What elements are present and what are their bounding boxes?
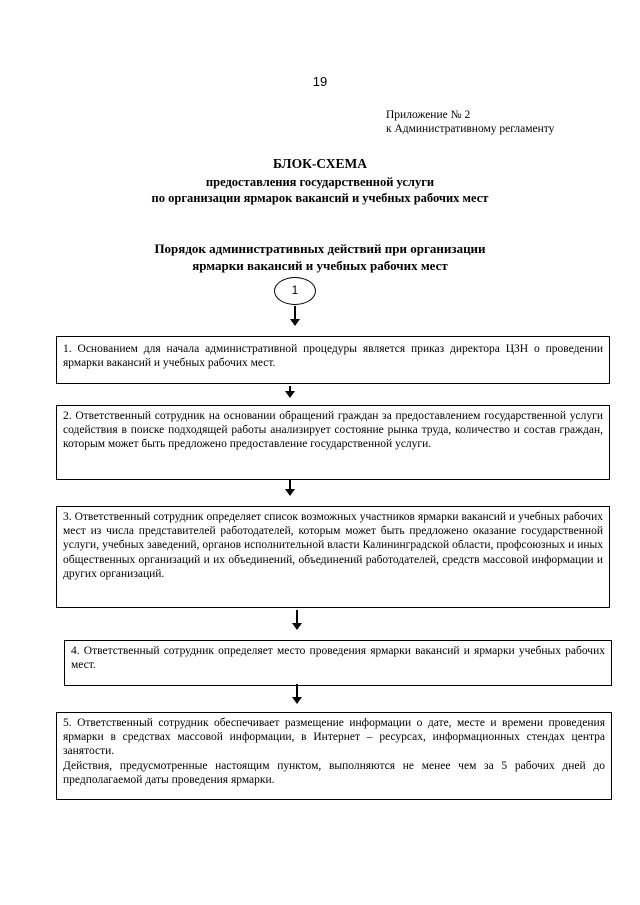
procedure-order-title [0, 240, 640, 274]
flowchart-step-5 [56, 712, 612, 800]
flow-arrow [285, 386, 295, 398]
flowchart-step-1 [56, 336, 610, 384]
flow-arrow [292, 684, 302, 704]
step-1-text: 1. Основанием для начала административной процедуры является приказ директора ЦЗН о проведении ярмарки вакансий и учебных рабочих мест. [63, 343, 603, 370]
step-2-text: 2. Ответственный сотрудник на основании обращений граждан за предоставлением государственной услуги содействия в поиске подходящей работы анализирует состояние рынка труда, количество и состав граждан, которым может быть предложено предоставление государственной услуги. [63, 410, 603, 451]
flow-arrow [290, 306, 300, 326]
step-4-text: 4. Ответственный сотрудник определяет место проведения ярмарки вакансий и ярмарки учебных рабочих мест. [71, 645, 605, 672]
appendix-note [386, 108, 554, 136]
step-5-text: 5. Ответственный сотрудник обеспечивает размещение информации о дате, месте и времени проведения ярмарки в средствах массовой информации, в Интернет – ресурсах, информационных стендах центра занятости. [63, 717, 605, 758]
flowchart-start-node: 1 [274, 277, 316, 305]
procedure-order-title-line-1: Порядок административных действий при организации [154, 241, 486, 256]
document-subtitle-2: по организации ярмарок вакансий и учебных рабочих мест [151, 191, 489, 205]
flowchart-step-4 [64, 640, 612, 686]
step-5-note: Действия, предусмотренные настоящим пунктом, выполняются не менее чем за 5 рабочих дней до предполагаемой даты проведения ярмарки. [63, 759, 605, 786]
document-subtitle-1: предоставления государственной услуги [205, 175, 435, 189]
page-number: 19 [312, 74, 328, 89]
flow-arrow [292, 610, 302, 630]
flow-arrow [285, 480, 295, 496]
appendix-line-1: Приложение № 2 [386, 109, 471, 121]
document-title: БЛОК-СХЕМА [272, 156, 368, 171]
procedure-order-title-line-2: ярмарки вакансий и учебных рабочих мест [192, 258, 448, 273]
appendix-line-2: к Административному регламенту [386, 123, 555, 135]
step-3-text: 3. Ответственный сотрудник определяет список возможных участников ярмарки вакансий и учебных рабочих мест из числа представителей работодателей, которым может быть предложено оказание государственной услуги, учебных заведений, органов исполнительной власти Калининградской области, профсоюзных и иных общественных организаций и их объединений, объединений работодателей, средств массовой информации и других организаций. [63, 511, 603, 580]
flowchart-step-3 [56, 506, 610, 608]
flowchart-step-2 [56, 405, 610, 480]
